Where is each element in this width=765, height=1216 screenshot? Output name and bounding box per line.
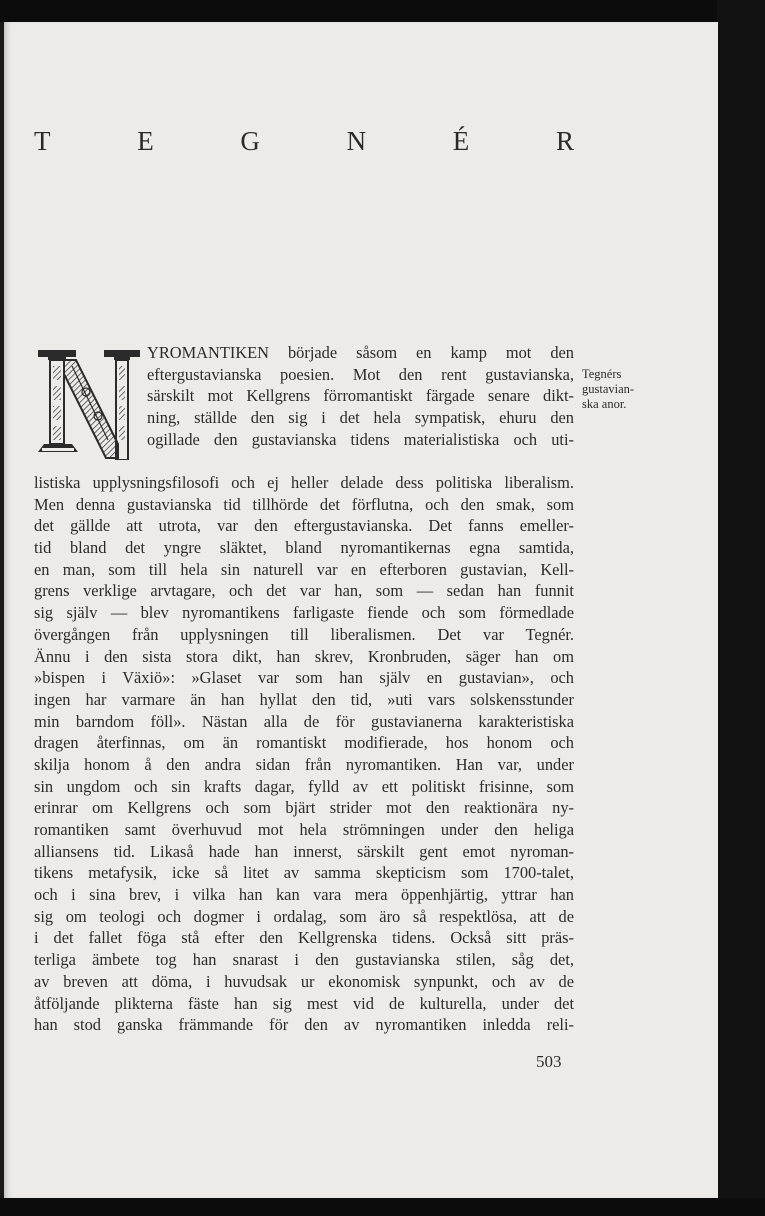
text-line: det gällde att utrota, var den eftergustavianska. Det fanns emeller-: [34, 516, 574, 536]
text-line: eftergustavianska poesien. Mot den rent gustavianska,: [147, 364, 574, 384]
running-head-letter: T: [34, 126, 51, 156]
text-line: tid bland det yngre släktet, bland nyromantikernas egna samtida,: [34, 538, 574, 558]
text-line: YROMANTIKEN började såsom en kamp mot den: [147, 343, 574, 362]
running-head-letter: N: [346, 126, 367, 156]
text-line: grens verklige arvtagare, och det var han, som — sedan han funnit: [34, 581, 574, 601]
text-line: övergången från upplysningen till liberalismen. Det var Tegnér.: [34, 624, 574, 644]
text-line: ning, ställde den sig i det hela sympatisk, ehuru den: [147, 408, 574, 428]
text-line: terliga ämbete tog han snarast i den gustavianska stilen, såg det,: [34, 950, 574, 970]
scan-border-top: [0, 0, 765, 22]
text-line: »bispen i Växiö»: »Glaset var som han själv en gustavian», och: [34, 668, 574, 688]
scan-border-right: [717, 0, 765, 1216]
page-number: 503: [536, 1052, 562, 1071]
decorated-initial-n: [36, 344, 142, 460]
text-line: av breven att döma, i huvudsak ur ekonomisk synpunkt, och av de: [34, 971, 574, 991]
body-text: [34, 472, 574, 1036]
text-line: skilja honom å den andra sidan från nyromantiken. Han var, under: [34, 754, 574, 774]
text-line: sig om teologi och dogmer i ordalag, som äro så respektlösa, att de: [34, 906, 574, 926]
running-head-letter: G: [240, 126, 260, 156]
running-head: [34, 126, 574, 157]
text-line: alliansens tid. Likaså hade han innerst, särskilt gent emot nyroman-: [34, 841, 574, 861]
margin-note-line: ska anor.: [582, 397, 627, 411]
running-head-letter: E: [137, 126, 154, 156]
text-line: erinrar om Kellgrens och som bjärt strider mot den reaktionära ny-: [34, 798, 574, 818]
text-line: Men denna gustavianska tid tillhörde det förflutna, och den smak, som: [34, 494, 574, 514]
running-head-letter: É: [452, 126, 470, 156]
text-line: listiska upplysningsfilosofi och ej heller delade dess politiska liberalism.: [34, 473, 574, 492]
text-line: sin ungdom och sin krafts dagar, fylld av ett politiskt frisinne, som: [34, 776, 574, 796]
margin-note: [582, 367, 657, 412]
text-line: dragen återfinnas, om än romantiskt modifierade, hos honom och: [34, 733, 574, 753]
text-line: åtföljande plikterna fäste han sig mest vid de kulturella, under det: [34, 993, 574, 1013]
text-line: han stod ganska främmande för den av nyromantiken inledda reli-: [34, 1015, 574, 1035]
text-line: Ännu i den sista stora dikt, han skrev, Kronbruden, säger han om: [34, 646, 574, 666]
text-line: romantiken samt överhuvud mot hela strömningen under den heliga: [34, 820, 574, 839]
text-line: min barndom föll». Nästan alla de för gustavianerna karakteristiska: [34, 711, 574, 731]
opening-paragraph-indented: [147, 342, 574, 450]
text-line: sig själv — blev nyromantikens farligaste fiende och som förmedlade: [34, 603, 574, 623]
text-line: ingen har varmare än han hyllat den tid, »uti vars solskensstunder: [34, 689, 574, 709]
text-line: ogillade den gustavianska tidens materialistiska och uti-: [147, 429, 574, 449]
text-line: tikens metafysik, icke så litet av samma skepticism som 1700-talet,: [34, 863, 574, 883]
text-line: i det fallet föga stå efter den Kellgrenska tidens. Också sitt präs-: [34, 928, 574, 948]
book-page: [4, 22, 718, 1198]
running-head-letter: R: [555, 126, 574, 156]
scan-border-bottom: [0, 1198, 765, 1216]
text-line: särskilt mot Kellgrens förromantiskt färgade senare dikt-: [147, 386, 574, 406]
text-line: och i sina brev, i vilka han kan vara mera öppenhjärtig, yttrar han: [34, 885, 574, 905]
margin-note-line: gustavian-: [582, 382, 635, 396]
margin-note-line: Tegnérs: [582, 367, 622, 381]
text-line: en man, som till hela sin naturell var en efterboren gustavian, Kell-: [34, 559, 574, 579]
